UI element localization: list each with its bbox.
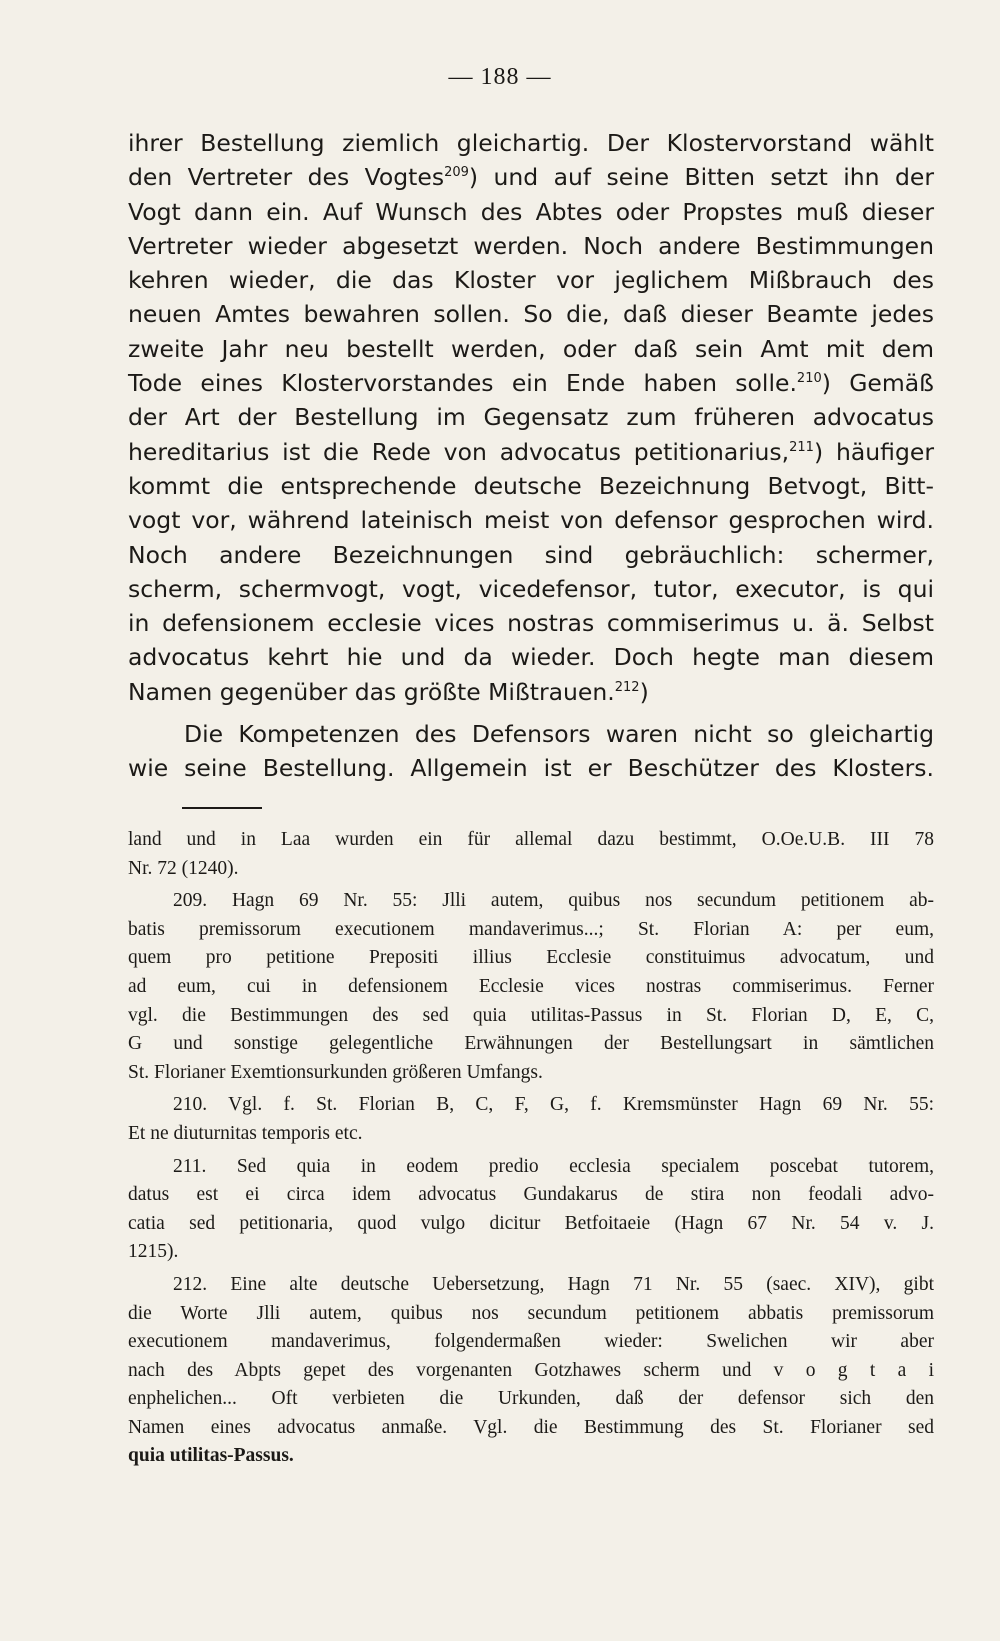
text-line: kehren wieder, die das Kloster vor jeglichem Mißbrauch des [128, 266, 934, 295]
footnote-line: 209. Hagn 69 Nr. 55: Jlli autem, quibus nos secundum petitionem ab- [173, 890, 934, 912]
footnote-marker: 209 [444, 165, 469, 181]
footnote-line: 1215). [128, 1241, 179, 1263]
footnote-line: G und sonstige gelegentliche Erwähnungen der Bestellungsart in sämtlichen [128, 1033, 934, 1055]
footnote-line: 210. Vgl. f. St. Florian B, C, F, G, f. Kremsmünster Hagn 69 Nr. 55: [173, 1094, 934, 1116]
footnote-line: 211. Sed quia in eodem predio ecclesia specialem poscebat tutorem, [173, 1155, 934, 1177]
footnote-line: Et ne diuturnitas temporis etc. [128, 1122, 363, 1144]
footnote-line: ad eum, cui in defensionem Ecclesie vices nostras commiserimus. Ferner [128, 975, 934, 997]
footnote-line: executionem mandaverimus, folgendermaßen wieder: Swelichen wir aber [128, 1331, 934, 1353]
text-line: hereditarius ist die Rede von advocatus petitionarius,$^{211}$) häufiger [128, 437, 934, 466]
text-line: Noch andere Bezeichnungen sind gebräuchlich: schermer, [128, 540, 934, 569]
footnote-continuation [128, 826, 934, 883]
text-line: in defensionem ecclesie vices nostras commiserimus u. ä. Selbst [128, 609, 934, 638]
footnote-line: St. Florianer Exemtionsurkunden größeren Umfangs. [128, 1061, 543, 1083]
main-text [128, 126, 934, 786]
paragraph-1 [128, 126, 934, 709]
footnote-marker: 211 [789, 439, 814, 455]
footnote-marker: 210 [796, 371, 822, 387]
text-line: vogt vor, während lateinisch meist von defensor gesprochen wird. [128, 506, 934, 535]
text-line: Tode eines Klostervorstandes ein Ende haben solle.$^{210}$) Gemäß [128, 369, 934, 398]
footnote-212 [128, 1271, 934, 1471]
footnote-marker: 212 [614, 679, 640, 695]
footnote-line: 212. Eine alte deutsche Uebersetzung, Hagn 71 Nr. 55 (saec. XIV), gibt [173, 1273, 934, 1295]
text-line: Vogt dann ein. Auf Wunsch des Abtes oder Propstes muß dieser [128, 197, 934, 226]
text-line: Die Kompetenzen des Defensors waren nicht so gleichartig [184, 720, 934, 749]
footnote-line: catia sed petitionaria, quod vulgo dicitur Betfoitaeie (Hagn 67 Nr. 54 v. J. [128, 1212, 934, 1234]
footnote-209 [128, 887, 934, 1087]
footnote-line: land und in Laa wurden ein für allemal dazu bestimmt, O.Oe.U.B. III 78 [128, 829, 934, 850]
text-line: zweite Jahr neu bestellt werden, oder daß sein Amt mit dem [128, 334, 934, 363]
footnote-line: Nr. 72 (1240). [128, 857, 239, 879]
footnote-line: batis premissorum executionem mandaverimus...; St. Florian A: per eum, [128, 918, 934, 940]
footnote-line: Namen eines advocatus anmaße. Vgl. die Bestimmung des St. Florianer sed [128, 1416, 934, 1438]
text-line: kommt die entsprechende deutsche Bezeichnung Betvogt, Bitt- [128, 471, 934, 500]
text-line: der Art der Bestellung im Gegensatz zum früheren advocatus [128, 403, 934, 432]
text-line: Vertreter wieder abgesetzt werden. Noch andere Bestimmungen [128, 231, 934, 260]
text-line: ihrer Bestellung ziemlich gleichartig. Der Klostervorstand wählt [128, 129, 934, 157]
footnote-line: nach des Abpts gepet des vorgenanten Gotzhawes scherm und v o g t a i [128, 1359, 934, 1381]
page-number: — 188 — [448, 64, 552, 90]
paragraph-2 [128, 717, 934, 786]
text-line: Namen gegenüber das größte Mißtrauen.$^{212}$) [128, 677, 649, 706]
text-line: wie seine Bestellung. Allgemein ist er Beschützer des Klosters. [128, 754, 934, 783]
text-line: den Vertreter des Vogtes$^{209}$) und auf seine Bitten setzt ihn der [128, 163, 934, 192]
footnote-210 [128, 1091, 934, 1148]
footnote-line: datus est ei circa idem advocatus Gundakarus de stira non feodali advo- [128, 1184, 934, 1206]
footnote-line: enphelichen... Oft verbieten die Urkunden, daß der defensor sich den [128, 1388, 934, 1410]
text-line: advocatus kehrt hie und da wieder. Doch hegte man diesem [128, 643, 934, 672]
footnote-line: die Worte Jlli autem, quibus nos secundum petitionem abbatis premissorum [128, 1302, 934, 1324]
footnote-211 [128, 1153, 934, 1267]
footnote-line: vgl. die Bestimmungen des sed quia utilitas-Passus in St. Florian D, E, C, [128, 1004, 934, 1026]
footnote-line: quem pro petitione Prepositi illius Ecclesie constituimus advocatum, und [128, 947, 934, 969]
footnote-line: quia utilitas-Passus. [128, 1445, 294, 1467]
footnotes [128, 826, 934, 1475]
text-line: scherm, schermvogt, vogt, vicedefensor, tutor, executor, is qui [128, 574, 934, 603]
footnote-separator [182, 807, 262, 809]
text-line: neuen Amtes bewahren sollen. So die, daß dieser Beamte jedes [128, 300, 934, 329]
